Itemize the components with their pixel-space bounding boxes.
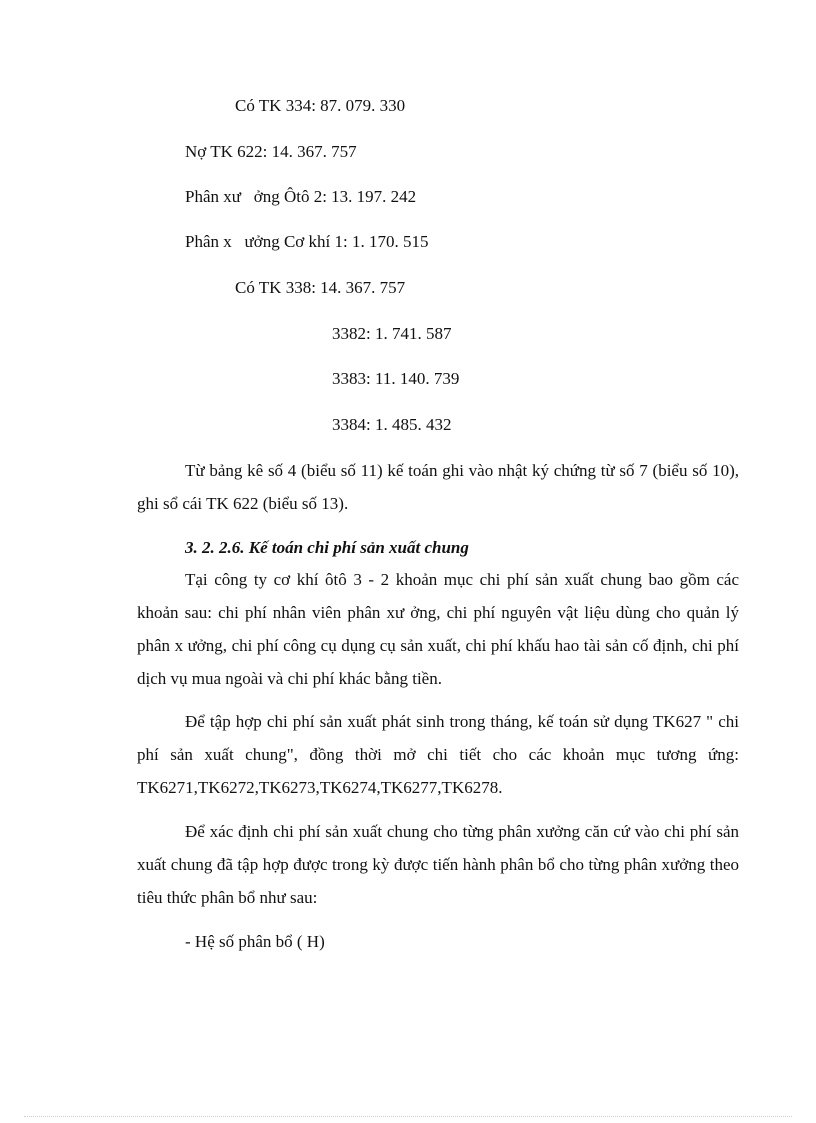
entry-px-oto2: Phân xư ởng Ôtô 2: 13. 197. 242	[185, 187, 417, 206]
entry-no-tk622: Nợ TK 622: 14. 367. 757	[185, 142, 357, 161]
entry-co-tk338: Có TK 338: 14. 367. 757	[235, 278, 406, 297]
footer-divider	[24, 1116, 792, 1117]
entry-tk3384: 3384: 1. 485. 432	[332, 415, 452, 434]
bullet-he-so: - Hệ số phân bổ ( H)	[185, 932, 325, 951]
entry-tk3382: 3382: 1. 741. 587	[332, 324, 452, 343]
entry-co-tk334: Có TK 334: 87. 079. 330	[235, 96, 406, 115]
paragraph-phan-bo: Để xác định chi phí sản xuất chung cho từng phân xưởng căn cứ vào chi phí sản xuất chung đã tập hợp được trong kỳ được tiến hành phân bổ cho từng phân xưởng theo tiêu thức phân bổ như sau:	[137, 822, 739, 907]
paragraph-tk627: Để tập hợp chi phí sản xuất phát sinh trong tháng, kế toán sử dụng TK627 " chi phí sản xuất chung", đồng thời mở chi tiết cho các khoản mục tương ứng: TK6271,TK6272,TK6273,TK6274,TK6277,TK6278.	[137, 712, 739, 797]
paragraph-bang-ke: Từ bảng kê số 4 (biểu số 11) kế toán ghi vào nhật ký chứng từ số 7 (biểu số 10), ghi sổ cái TK 622 (biểu số 13).	[137, 461, 739, 513]
entry-tk3383: 3383: 11. 140. 739	[332, 369, 460, 388]
paragraph-khoan-muc: Tại công ty cơ khí ôtô 3 - 2 khoản mục chi phí sản xuất chung bao gồm các khoản sau: chi phí nhân viên phân xư ởng, chi phí nguyên vật liệu dùng cho quản lý phân x ưởng, chi phí công cụ dụng cụ sản xuất, chi phí khấu hao tài sản cố định, chi phí dịch vụ mua ngoài và chi phí khác bằng tiền.	[137, 570, 739, 688]
section-heading: 3. 2. 2.6. Kế toán chi phí sản xuất chung	[185, 538, 469, 557]
entry-px-cokhi1: Phân x ưởng Cơ khí 1: 1. 170. 515	[185, 232, 429, 251]
